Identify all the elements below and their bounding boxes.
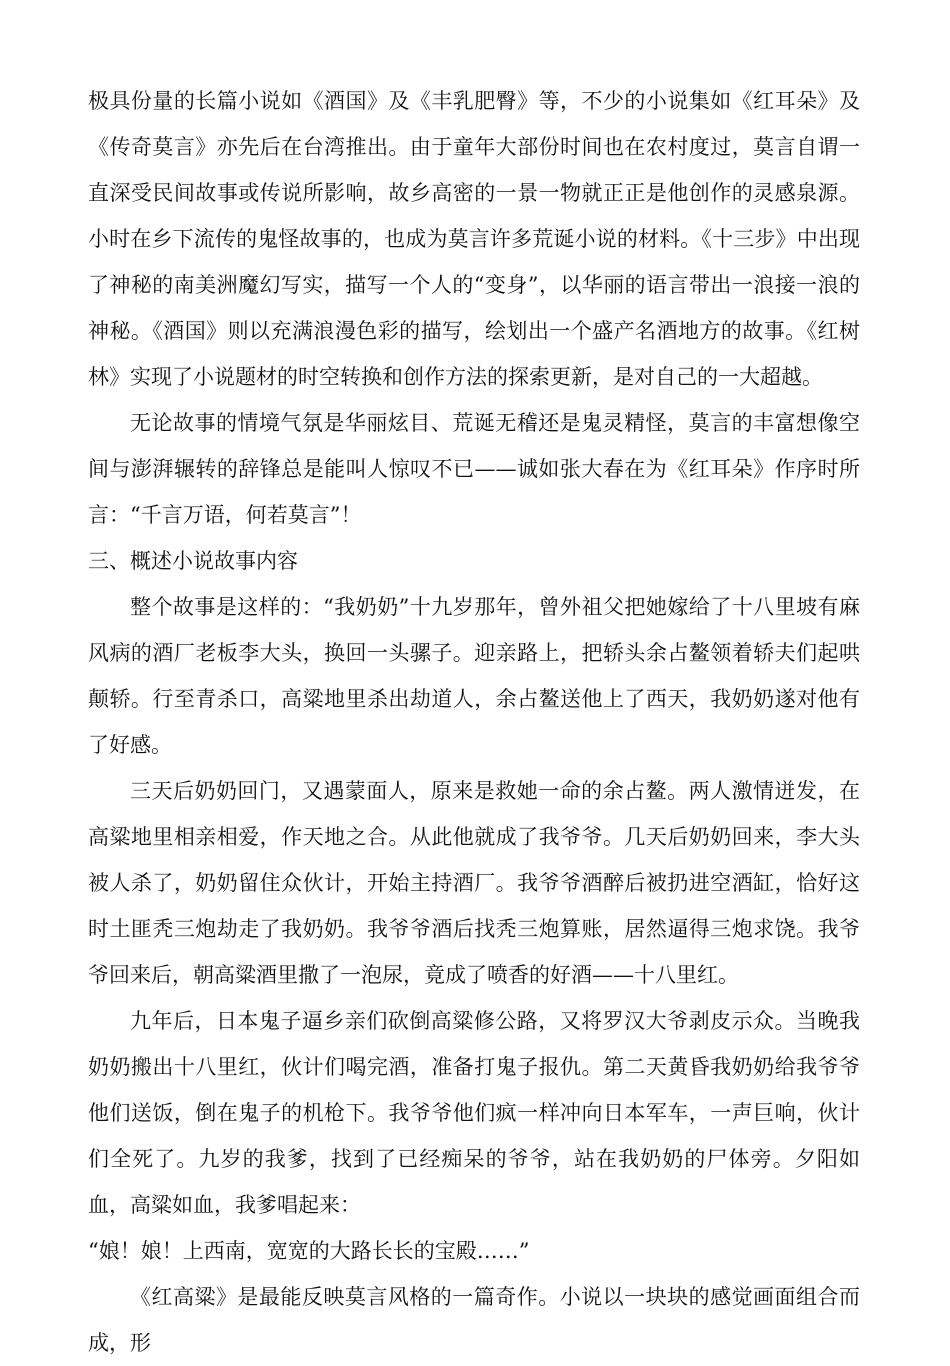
song-quote: “娘！娘！上西南，宽宽的大路长长的宝殿……” <box>88 1239 530 1263</box>
paragraph-story-middle: 三天后奶奶回门，又遇蒙面人，原来是救她一命的余占鳌。两人激情迸发，在高粱地里相亲相爱，作天地之合。从此他就成了我爷爷。几天后奶奶回来，李大头被人杀了，奶奶留住众伙计，开始主持酒厂。我爷爷酒醉后被扔进空酒缸，恰好这时土匪秃三炮劫走了我奶奶。我爷爷酒后找秃三炮算账，居然逼得三炮求饶。我爷爷回来后，朝高粱酒里撒了一泡尿，竟成了喷香的好酒——十八里红。 <box>88 779 860 987</box>
document-body <box>88 78 860 1366</box>
paragraph-red-sorghum: 《红高粱》是最能反映莫言风格的一篇奇作。小说以一块块的感觉画面组合而成，形 <box>88 1285 860 1355</box>
section-heading: 三、概述小说故事内容 <box>88 549 298 573</box>
paragraph-style-praise: 无论故事的情境气氛是华丽炫目、荒诞无稽还是鬼灵精怪，莫言的丰富想像空间与澎湃辗转的辞锋总是能叫人惊叹不已——诚如张大春在为《红耳朵》作序时所言：“千言万语，何若莫言”！ <box>88 411 860 527</box>
paragraph-works-overview: 极具份量的长篇小说如《酒国》及《丰乳肥臀》等，不少的小说集如《红耳朵》及《传奇莫言》亦先后在台湾推出。由于童年大部份时间也在农村度过，莫言自谓一直深受民间故事或传说所影响，故乡高密的一景一物就正正是他创作的灵感泉源。小时在乡下流传的鬼怪故事的，也成为莫言许多荒诞小说的材料。《十三步》中出现了神秘的南美洲魔幻写实，描写一个人的“变身”，以华丽的语言带出一浪接一浪的神秘。《酒国》则以充满浪漫色彩的描写，绘划出一个盛产名酒地方的故事。《红树林》实现了小说题材的时空转换和创作方法的探索更新，是对自己的一大超越。 <box>88 89 860 389</box>
paragraph-story-start: 整个故事是这样的：“我奶奶”十九岁那年，曾外祖父把她嫁给了十八里坡有麻风病的酒厂老板李大头，换回一头骡子。迎亲路上，把轿头余占鳌领着轿夫们起哄颠轿。行至青杀口，高粱地里杀出劫道人，余占鳌送他上了西天，我奶奶遂对他有了好感。 <box>88 595 860 757</box>
paragraph-story-end: 九年后，日本鬼子逼乡亲们砍倒高粱修公路，又将罗汉大爷剥皮示众。当晚我奶奶搬出十八里红，伙计们喝完酒，准备打鬼子报仇。第二天黄昏我奶奶给我爷爷他们送饭，倒在鬼子的机枪下。我爷爷他们疯一样冲向日本军车，一声巨响，伙计们全死了。九岁的我爹，找到了已经痴呆的爷爷，站在我奶奶的尸体旁。夕阳如血，高粱如血，我爹唱起来： <box>88 1009 860 1217</box>
